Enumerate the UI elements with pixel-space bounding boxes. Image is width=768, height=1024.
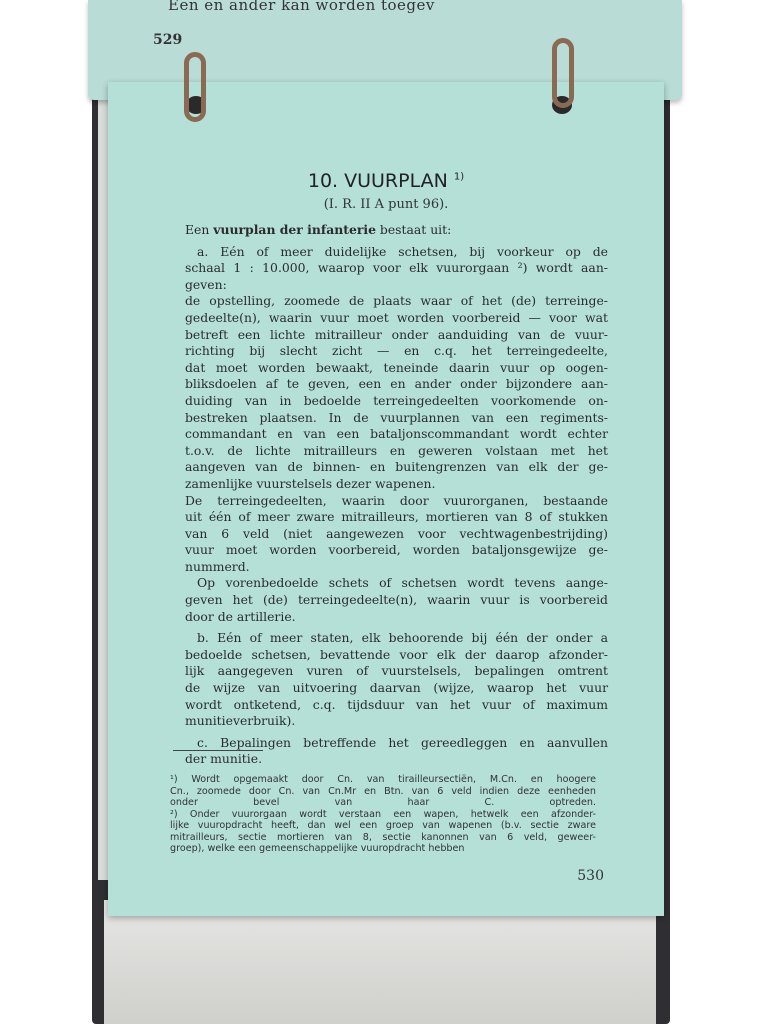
- text-line: schaal 1 : 10.000, waarop voor elk vuurorgaan ²) wordt aan-: [185, 260, 608, 276]
- footnote-divider: [173, 750, 263, 751]
- text-line: geven:: [185, 276, 227, 292]
- text-line: De terreingedeelten, waarin door vuurorganen, bestaande: [185, 492, 608, 508]
- reference: (I. R. II A punt 96).: [323, 197, 449, 212]
- page-number: 530: [577, 868, 604, 884]
- text-line: uit één of meer zware mitrailleurs, mortieren van 8 of stukken: [185, 509, 608, 525]
- text-line: van 6 veld (niet aangewezen voor vechtwagenbestrijding): [185, 525, 608, 541]
- binder-lower-area: [104, 900, 656, 1024]
- previous-page-number: 529: [153, 32, 183, 48]
- text-line: geven het (de) terreingedeelte(n), waarin vuur is voorbereid: [185, 592, 608, 608]
- paragraph-a-artillery: [185, 575, 608, 625]
- text-line: wordt ontketend, c.q. tijdsduur van het vuur of maximum: [185, 696, 608, 712]
- page-title: [108, 170, 664, 192]
- text-line: der munitie.: [185, 751, 263, 767]
- current-page: [108, 82, 664, 916]
- text-line: c. Bepalingen betreffende het gereedleggen en aanvullen: [197, 734, 608, 750]
- body-text: [185, 222, 608, 768]
- text-line: t.o.v. de lichte mitrailleurs en geweren volstaan met het: [185, 442, 608, 458]
- text-line: Cn., zoomede door Cn. van Cn.Mr en Btn. van 6 veld indien deze eenheden: [170, 785, 596, 797]
- text-line: a. Eén of meer duidelijke schetsen, bij voorkeur op de: [197, 243, 608, 259]
- paragraph-a-terrain: [185, 493, 608, 576]
- text-line: door de artillerie.: [185, 608, 296, 624]
- text-line: groep), welke een gemeenschappelijke vuuropdracht hebben: [170, 843, 465, 854]
- text-line: aangeven van de binnen- en buitengrenzen van elk der ge-: [185, 459, 608, 475]
- text-line: bliksdoelen af te geven, een en ander onder bijzondere aan-: [185, 376, 608, 392]
- binder-ring-right: [552, 38, 574, 108]
- text-line: betreft een lichte mitrailleur onder aanduiding van de vuur-: [185, 326, 608, 342]
- binder-ring-left: [184, 52, 206, 122]
- text-line: dat moet worden bewaakt, teneinde daarin vuur op oogen-: [185, 359, 608, 375]
- paragraph-b: [185, 630, 608, 730]
- text-line: b. Eén of meer staten, elk behoorende bij één der onder a: [197, 630, 608, 646]
- text-line: lijk aangegeven vuren of vuurstelsels, bepalingen omtrent: [185, 663, 608, 679]
- title-footnote-ref: 1): [453, 171, 465, 183]
- text-line: bestreken plaatsen. In de vuurplannen van een regiments-: [185, 409, 608, 425]
- text-line: gedeelte(n), waarin vuur moet worden voorbereid — voor wat: [185, 309, 608, 325]
- text-line: ²) Onder vuurorgaan wordt verstaan een wapen, hetwelk een afzonder-: [170, 808, 596, 820]
- paragraph-a: [185, 244, 608, 294]
- paragraph-a-detail: [185, 293, 608, 492]
- text-line: commandant en van een bataljonscommandant wordt echter: [185, 426, 608, 442]
- text-line: richting bij slecht zicht — en c.q. het terreingedeelte,: [185, 343, 608, 359]
- text-line: de opstelling, zoomede de plaats waar of het (de) terreinge-: [185, 293, 608, 309]
- title-text: 10. VUURPLAN: [307, 170, 448, 192]
- intro-line: Een vuurplan der infanterie bestaat uit:: [185, 222, 452, 237]
- text-line: onder bevel van haar C. optreden.: [170, 797, 596, 808]
- text-line: Op vorenbedoelde schets of schetsen wordt tevens aange-: [197, 575, 608, 591]
- text-line: vuur moet worden voorbereid, worden bataljonsgewijze ge-: [185, 542, 608, 558]
- text-line: de wijze van uitvoering daarvan (wijze, waarop het vuur: [185, 680, 608, 696]
- text-line: duiding van in bedoelde terreingedeelten voorkomende on-: [185, 392, 608, 408]
- text-line: ¹) Wordt opgemaakt door Cn. van tirailleursectiën, M.Cn. en hoogere: [170, 774, 596, 785]
- text-line: lijke vuuropdracht heeft, dan wel een groep van wapenen (b.v. sectie zware: [170, 820, 596, 831]
- text-line: zamenlijke vuurstelsels dezer wapenen.: [185, 475, 436, 491]
- text-line: munitieverbruik).: [185, 713, 296, 729]
- previous-page-text: Een en ander kan worden toegev: [168, 0, 435, 14]
- text-line: nummerd.: [185, 558, 250, 574]
- text-line: bedoelde schetsen, bevattende voor elk der daarop afzonder-: [185, 646, 608, 662]
- text-line: mitrailleurs, sectie mortieren van 8, sectie kanonnen van 6 veld, geweer-: [170, 831, 596, 843]
- footnotes: [170, 774, 596, 855]
- paragraph-c: [185, 735, 608, 768]
